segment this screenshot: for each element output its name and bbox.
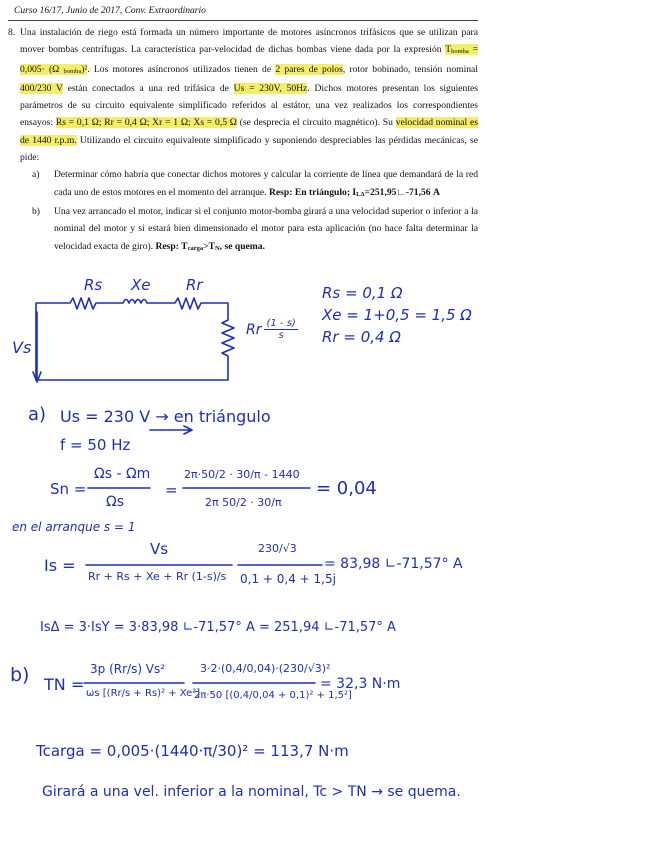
- conclusion-line: Girará a una vel. inferior a la nominal, Tc > TN → se quema.: [42, 784, 461, 800]
- part-b-label: b): [10, 664, 30, 686]
- problem-text-5: . Dichos motores presentan los siguientes parámetros de su circuito equivalente simplificado referidos al estátor, una vez realizados los correspondientes ensayos:: [20, 82, 478, 129]
- param-rr: Rr = 0,4 Ω: [322, 328, 401, 346]
- param-rs: Rs = 0,1 Ω: [322, 284, 403, 302]
- circuit-label-xe: Xe: [131, 276, 151, 294]
- circuit-label-vs: Vs: [12, 338, 32, 357]
- answer-a-tail: =251,95∟-71,56 A: [364, 186, 440, 198]
- highlight-poles: 2 pares de polos: [275, 63, 343, 75]
- answer-a-sub: LΔ: [356, 190, 365, 198]
- us-line: Us = 230 V → en triángulo: [60, 407, 271, 426]
- sn-left: Sn =: [50, 480, 87, 498]
- sn-denominator-2: 2π 50/2 · 30/π: [205, 496, 282, 509]
- answer-b-tail: , se quema.: [219, 240, 265, 252]
- is-numerator-2: 230/√3: [258, 542, 297, 555]
- sn-numerator-2: 2π·50/2 · 30/π - 1440: [184, 468, 300, 481]
- formula-sub-a: bomba: [451, 48, 469, 56]
- is-numerator: Vs: [150, 540, 169, 558]
- tn-result: = 32,3 N·m: [320, 676, 401, 692]
- is-left: Is =: [44, 556, 76, 575]
- formula-part-a: T: [445, 44, 452, 56]
- problem-text-2: . Los motores asíncronos utilizados tienen de: [87, 63, 276, 75]
- part-a-label: a): [28, 404, 47, 425]
- document-header: Curso 16/17, Junio de 2017, Conv. Extraordinario: [14, 6, 206, 16]
- is-denominator: Rr + Rs + Xe + Rr (1-s)/s: [88, 570, 227, 583]
- frequency-line: f = 50 Hz: [60, 436, 131, 454]
- tn-denominator-2: 2π·50 [(0,4/0,04 + 0,1)² + 1,5²]: [194, 690, 352, 701]
- problem-text-4: están conectados a una red trifásica de: [62, 82, 234, 94]
- sn-denominator: Ωs: [106, 494, 124, 510]
- question-a-label: a): [32, 169, 40, 181]
- question-b-text: Una vez arrancado el motor, indicar si el conjunto motor-bomba girará a una velocidad superior o inferior a la nominal del motor y si estará bien dimensionado el motor para esta aplicación (no hace falta determinar la velocidad exacta de giro).: [54, 205, 478, 252]
- load-fraction: [264, 318, 297, 341]
- problem-text-7: Utilizando el circuito equivalente simplificado y suponiendo despreciables las pérdidas mecánicas, se pide:: [20, 134, 478, 164]
- highlight-voltage: 400/230 V: [20, 82, 63, 94]
- formula-part-b: = 0,005· (Ω: [20, 44, 478, 75]
- circuit-label-load: [246, 318, 298, 341]
- formula-sub-b: bomba: [63, 67, 82, 75]
- tn-numerator-2: 3·2·(0,4/0,04)·(230/√3)²: [200, 662, 331, 675]
- sn-equals: =: [165, 481, 178, 499]
- tcarga-line: Tcarga = 0,005·(1440·π/30)² = 113,7 N·m: [36, 742, 349, 760]
- load-rr: Rr: [246, 321, 262, 338]
- highlight-speed: velocidad nominal es de 1440 r.p.m.: [20, 117, 478, 146]
- problem-text-1: Una instalación de riego está formada un número importante de motores asíncronos trifásicos que se utilizan para mover bombas centrífugas. La característica par-velocidad de dichas bombas viene dada por la expresión: [20, 27, 478, 56]
- highlight-parameters: Rs = 0,1 Ω; Rr = 0,4 Ω; Xr = 1 Ω; Xs = 0,5 Ω: [55, 117, 237, 129]
- tn-denominator: ωs [(Rr/s + Rs)² + Xe²]: [86, 688, 201, 699]
- sn-result: = 0,04: [316, 478, 377, 499]
- answer-b-sub2: N: [214, 244, 220, 252]
- is-denominator-2: 0,1 + 0,4 + 1,5j: [240, 572, 336, 586]
- circuit-label-rr: Rr: [186, 276, 203, 294]
- tn-numerator: 3p (Rr/s) Vs²: [90, 662, 166, 676]
- param-xe: Xe = 1+0,5 = 1,5 Ω: [322, 306, 472, 324]
- start-note: en el arranque s = 1: [12, 520, 136, 534]
- load-den: s: [278, 330, 284, 341]
- tn-left: TN =: [44, 675, 85, 694]
- answer-b-head: Resp: T: [155, 240, 188, 252]
- formula-part-c: )²: [81, 63, 88, 75]
- circuit-label-rs: Rs: [84, 276, 103, 294]
- problem-text-6: (se desprecia el circuito magnético). Su: [236, 117, 396, 129]
- problem-number: 8.: [8, 27, 16, 38]
- load-num: (1 - s): [266, 318, 296, 329]
- highlight-grid: Us = 230V, 50Hz: [233, 82, 308, 94]
- is-result: = 83,98 ∟-71,57° A: [324, 556, 463, 572]
- is-delta-line: IsΔ = 3·IsY = 3·83,98 ∟-71,57° A = 251,94 ∟-71,57° A: [40, 620, 396, 635]
- answer-b-sub1: carga: [187, 244, 204, 252]
- question-a-text: Determinar cómo habría que conectar dichos motores y calcular la corriente de línea que demandará de la red cada uno de estos motores en el momento del arranque.: [54, 169, 478, 198]
- problem-text-3: , rotor bobinado, tensión nominal: [342, 63, 478, 75]
- answer-b-mid: >T: [203, 240, 215, 252]
- question-b-label: b): [32, 205, 40, 217]
- answer-a-head: Resp: En triángulo; I: [269, 186, 357, 198]
- sn-numerator: Ωs - Ωm: [94, 466, 151, 482]
